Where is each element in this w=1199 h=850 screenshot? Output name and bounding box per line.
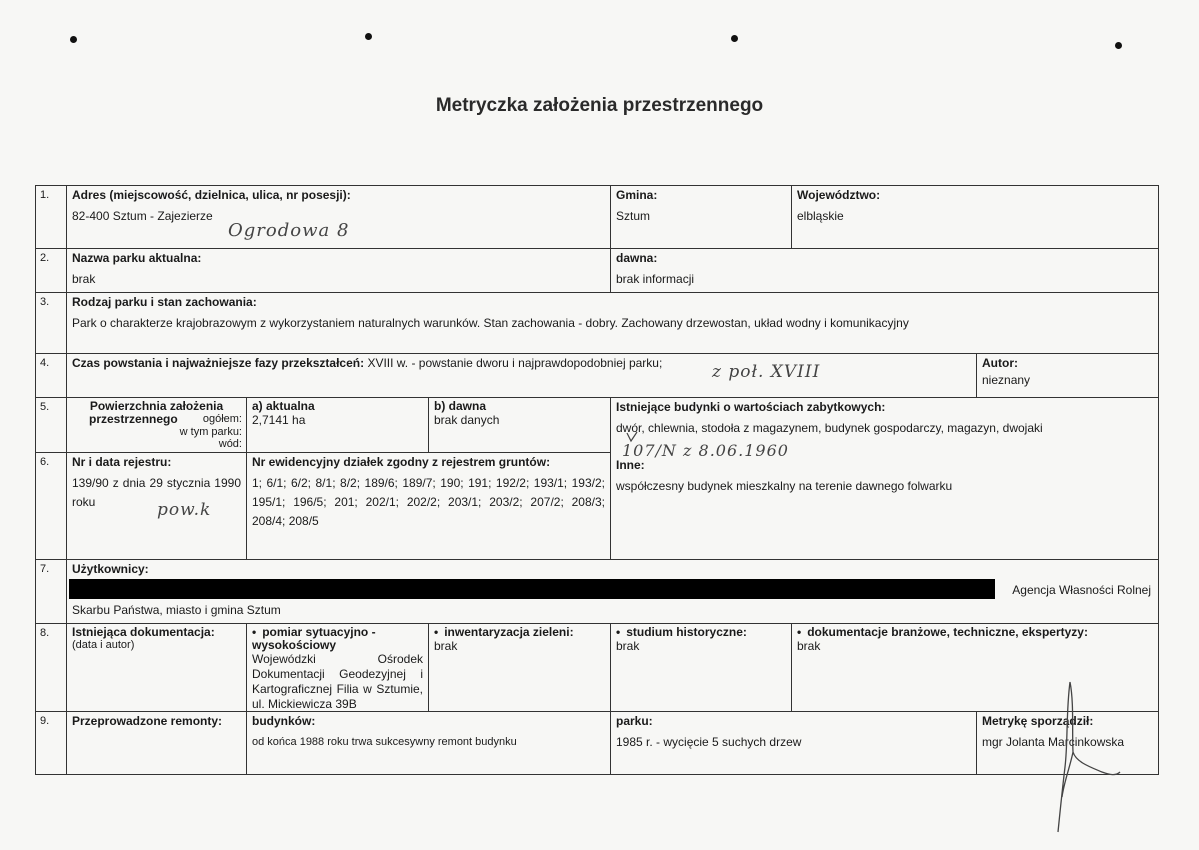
park-type-value: Park o charakterze krajobrazowym z wykorzystaniem naturalnych warunków. Stan zachowania - dobry. Zachowany drzewostan, układ wodny i komunikacyjny (72, 316, 909, 330)
users-label: Użytkownicy: (72, 562, 149, 576)
repairs-cell (66, 711, 247, 775)
area-total-label: ogółem: (202, 413, 242, 425)
area-label-1: Powierzchnia założenia (89, 399, 224, 413)
users-value-line2: Skarbu Państwa, miasto i gmina Sztum (72, 603, 281, 617)
punch-hole (731, 35, 738, 42)
technical-docs-label-text: dokumentacje branżowe, techniczne, ekspertyzy: (807, 625, 1088, 639)
survey-label (252, 626, 423, 652)
documentation-cell (66, 623, 247, 712)
plots-cell (246, 452, 611, 560)
gmina-cell (610, 185, 792, 249)
park-repairs-cell (610, 711, 977, 775)
plots-label: Nr ewidencyjny działek zgodny z rejestrem gruntów: (252, 455, 551, 469)
greenery-inventory-label (434, 626, 605, 639)
area-label-2: przestrzennego (89, 412, 178, 426)
row-number: 2. (35, 248, 67, 293)
signature-scribble (1040, 672, 1140, 842)
handwritten-address: Ogrodowa 8 (228, 220, 350, 241)
repairs-label: Przeprowadzone remonty: (72, 714, 223, 728)
current-area-cell (246, 397, 429, 453)
register-label: Nr i data rejestru: (72, 455, 172, 469)
punch-hole (365, 33, 372, 40)
former-name-value: brak informacji (616, 272, 695, 286)
park-name-value: brak (72, 272, 96, 286)
origin-label: Czas powstania i najważniejsze fazy przekształceń: (72, 356, 365, 370)
row-number: 6. (35, 452, 67, 560)
area-park-label: w tym parku: (179, 426, 242, 438)
historical-study-label (616, 626, 786, 639)
row-number: 8. (35, 623, 67, 712)
row-number: 9. (35, 711, 67, 775)
greenery-inventory-label-text: inwentaryzacja zieleni: (444, 625, 574, 639)
prepared-by-label: Metrykę sporządził: (982, 714, 1094, 728)
survey-label-text: pomiar sytuacyjno - wysokościowy (252, 625, 376, 652)
row-number: 3. (35, 292, 67, 354)
voivodeship-value: elbląskie (797, 209, 844, 223)
punch-hole (70, 36, 77, 43)
handwritten-origin: z poł. XVIII (712, 362, 821, 382)
gmina-label: Gmina: (616, 188, 658, 202)
park-type-label: Rodzaj parku i stan zachowania: (72, 295, 257, 309)
row-number: 4. (35, 353, 67, 398)
voivodeship-label: Województwo: (797, 188, 881, 202)
former-area-label: b) dawna (434, 399, 487, 413)
historical-study-label-text: studium historyczne: (626, 625, 747, 639)
current-area-label: a) aktualna (252, 399, 315, 413)
origin-value: XVIII w. - powstanie dworu i najprawdopodobniej parku; (367, 356, 663, 370)
former-area-cell (428, 397, 611, 453)
building-repairs-label: budynków: (252, 714, 316, 728)
survey-cell (246, 623, 429, 712)
area-cell (66, 397, 247, 453)
row-number: 5. (35, 397, 67, 453)
current-area-value: 2,7141 ha (252, 413, 306, 427)
gmina-value: Sztum (616, 209, 651, 223)
other-value: współczesny budynek mieszkalny na terenie dawnego folwarku (616, 479, 953, 493)
documentation-label: Istniejąca dokumentacja: (72, 625, 215, 639)
register-value: 139/90 z dnia 29 stycznia 1990 roku (72, 476, 241, 509)
users-value-end: Agencja Własności Rolnej (1012, 583, 1151, 597)
punch-hole (1115, 42, 1122, 49)
park-name-label: Nazwa parku aktualna: (72, 251, 202, 265)
address-value: 82-400 Sztum - Zajezierze (72, 209, 213, 223)
survey-value: Wojewódzki Ośrodek Dokumentacji Geodezyjnej i Kartograficznej Filia w Sztumie, ul. Mickiewicza 39B (252, 652, 423, 711)
row-number: 1. (35, 185, 67, 249)
park-repairs-value: 1985 r. - wycięcie 5 suchych drzew (616, 735, 802, 749)
building-repairs-value: od końca 1988 roku trwa sukcesywny remont budynku (252, 736, 517, 748)
historical-study-value: brak (616, 639, 640, 653)
buildings-cell (610, 397, 1159, 560)
author-cell (976, 353, 1159, 398)
handwritten-register-ref: 107/N z 8.06.1960 (622, 441, 789, 460)
voivodeship-cell (791, 185, 1159, 249)
park-type-cell (66, 292, 1159, 354)
plots-value: 1; 6/1; 6/2; 8/1; 8/2; 189/6; 189/7; 190; 191; 192/2; 193/1; 193/2; 195/1; 196/5; 201; 202/1; 202/2; 203/1; 203/2; 207/2; 208/3; 208/4; 208/5 (252, 476, 605, 528)
documentation-sublabel: (data i autor) (72, 639, 135, 651)
area-water-label: wód: (218, 438, 242, 450)
park-name-cell (66, 248, 611, 293)
other-label: Inne: (616, 458, 645, 472)
greenery-inventory-cell (428, 623, 611, 712)
row-number: 7. (35, 559, 67, 624)
page-title: Metryczka założenia przestrzennego (435, 95, 764, 116)
author-label: Autor: (982, 356, 1018, 370)
historical-study-cell (610, 623, 792, 712)
building-repairs-cell (246, 711, 611, 775)
greenery-inventory-value: brak (434, 639, 458, 653)
check-mark (625, 430, 639, 444)
former-name-label: dawna: (616, 251, 658, 265)
buildings-label: Istniejące budynki o wartościach zabytkowych: (616, 400, 886, 414)
technical-docs-value: brak (797, 639, 821, 653)
technical-docs-label (797, 626, 1153, 639)
address-label: Adres (miejscowość, dzielnica, ulica, nr posesji): (72, 188, 351, 202)
prepared-by-value: mgr Jolanta Marcinkowska (982, 735, 1125, 749)
former-name-cell (610, 248, 1159, 293)
redaction-bar (69, 579, 995, 599)
handwritten-register: pow.k (157, 500, 212, 520)
buildings-value: dwór, chlewnia, stodoła z magazynem, budynek gospodarczy, magazyn, dwojaki (616, 421, 1043, 435)
former-area-value: brak danych (434, 413, 500, 427)
park-repairs-label: parku: (616, 714, 653, 728)
author-value: nieznany (982, 373, 1031, 387)
origin-cell (66, 353, 977, 398)
